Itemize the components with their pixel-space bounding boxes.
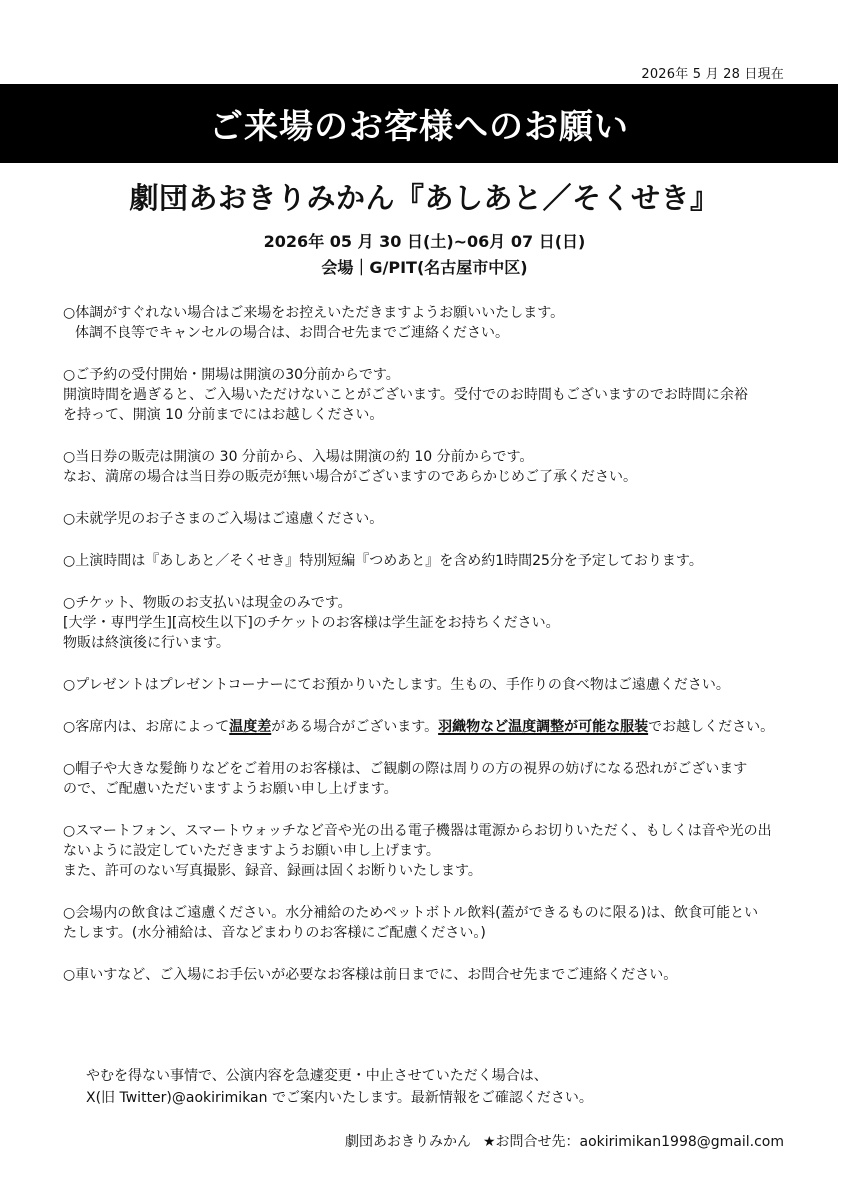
notice-line: ○チケット、物販のお支払いは現金のみです。: [63, 595, 352, 611]
notice-line: ○ご予約の受付開始・開場は開演の30分前からです。: [63, 367, 400, 383]
notice-line: ないように設定していただきますようお願い申し上げます。: [63, 843, 440, 859]
footer-contact: [345, 1131, 784, 1151]
event-dates: 2026年 05 月 30 日(土)~06月 07 日(日): [263, 232, 586, 251]
notice-line: ○当日券の販売は開演の 30 分前から、入場は開演の約 10 分前からです。: [63, 449, 534, 465]
as-of-date: 2026年 5 月 28 日現在: [641, 67, 784, 82]
notice-line: ○体調がすぐれない場合はご来場をお控えいただきますようお願いいたします。: [63, 305, 565, 321]
temperature-text-2: がある場合がございます。: [271, 719, 439, 735]
notice-line: なお、満席の場合は当日券の販売が無い場合がございますのであらかじめご了承ください。: [63, 469, 637, 485]
notice-line: 体調不良等でキャンセルの場合は、お問合せ先までご連絡ください。: [75, 325, 509, 341]
notice-temperature: [63, 717, 833, 737]
event-venue: 会場｜G/PIT(名古屋市中区): [321, 258, 528, 277]
notice-same-day-tickets: [63, 447, 833, 487]
notice-line: また、許可のない写真撮影、録音、録画は固くお断りいたします。: [63, 863, 482, 879]
notice-line: ので、ご配慮いただいますようお願い申し上げます。: [63, 781, 398, 797]
notice-line: ○帽子や大きな髪飾りなどをご着用のお客様は、ご観劇の際は周りの方の視界の妨げになる恐れがございます: [63, 761, 748, 777]
temperature-text-1: ○客席内は、お席によって: [63, 719, 230, 735]
notice-health: [63, 303, 833, 343]
header-banner: [0, 84, 838, 163]
notice-hats: [63, 759, 833, 799]
temperature-emphasis-2: 羽織物など温度調整が可能な服装: [438, 719, 649, 735]
closing-message: [86, 1065, 593, 1109]
temperature-text-3: でお越しください。: [648, 719, 775, 735]
notice-preschool: [63, 509, 833, 529]
footer-contact-email: ★お問合せ先：aokirimikan1998@gmail.com: [482, 1134, 784, 1150]
notice-line: ○車いすなど、ご入場にお手伝いが必要なお客様は前日までに、お問合せ先までご連絡ください。: [63, 967, 678, 983]
notice-list: [63, 303, 833, 1007]
temperature-emphasis-1: 温度差: [229, 719, 272, 735]
notice-line: [大学・専門学生][高校生以下]のチケットのお客様は学生証をお持ちください。: [63, 615, 560, 631]
closing-line: やむを得ない事情で、公演内容を急遽変更・中止させていただく場合は、: [86, 1068, 548, 1084]
notice-line: ○プレゼントはプレゼントコーナーにてお預かりいたします。生もの、手作りの食べ物はご遠慮ください。: [63, 677, 730, 693]
notice-line: ○スマートフォン、スマートウォッチなど音や光の出る電子機器は電源からお切りいただく、もしくは音や光の出: [63, 823, 772, 839]
notice-devices: [63, 821, 833, 881]
notice-line: たします。(水分補給は、音などまわりのお客様にご配慮ください。): [63, 925, 486, 941]
closing-line: X(旧 Twitter)@aokirimikan でご案内いたします。最新情報をご確認ください。: [86, 1090, 593, 1106]
notice-line: [63, 717, 833, 737]
notice-line: ○会場内の飲食はご遠慮ください。水分補給のためペットボトル飲料(蓋ができるものに限る)は、飲食可能とい: [63, 905, 759, 921]
banner-title: ご来場のお客様へのお願い: [209, 107, 629, 147]
notice-food-drink: [63, 903, 833, 943]
notice-runtime: [63, 551, 833, 571]
notice-presents: [63, 675, 833, 695]
notice-line: 物販は終演後に行います。: [63, 635, 230, 651]
footer-troupe: 劇団あおきりみかん: [344, 1134, 471, 1150]
notice-reception: [63, 365, 833, 425]
notice-line: ○上演時間は『あしあと／そくせき』特別短編『つめあと』を含め約1時間25分を予定しております。: [63, 553, 703, 569]
notice-line: 開演時間を過ぎると、ご入場いただけないことがございます。受付でのお時間もございますのでお時間に余裕: [63, 387, 748, 403]
notice-accessibility: [63, 965, 833, 985]
notice-line: を持って、開演 10 分前までにはお越しください。: [63, 407, 384, 423]
notice-payment: [63, 593, 833, 653]
notice-line: ○未就学児のお子さまのご入場はご遠慮ください。: [63, 511, 384, 527]
event-title: 劇団あおきりみかん『あしあと／そくせき』: [129, 181, 720, 215]
